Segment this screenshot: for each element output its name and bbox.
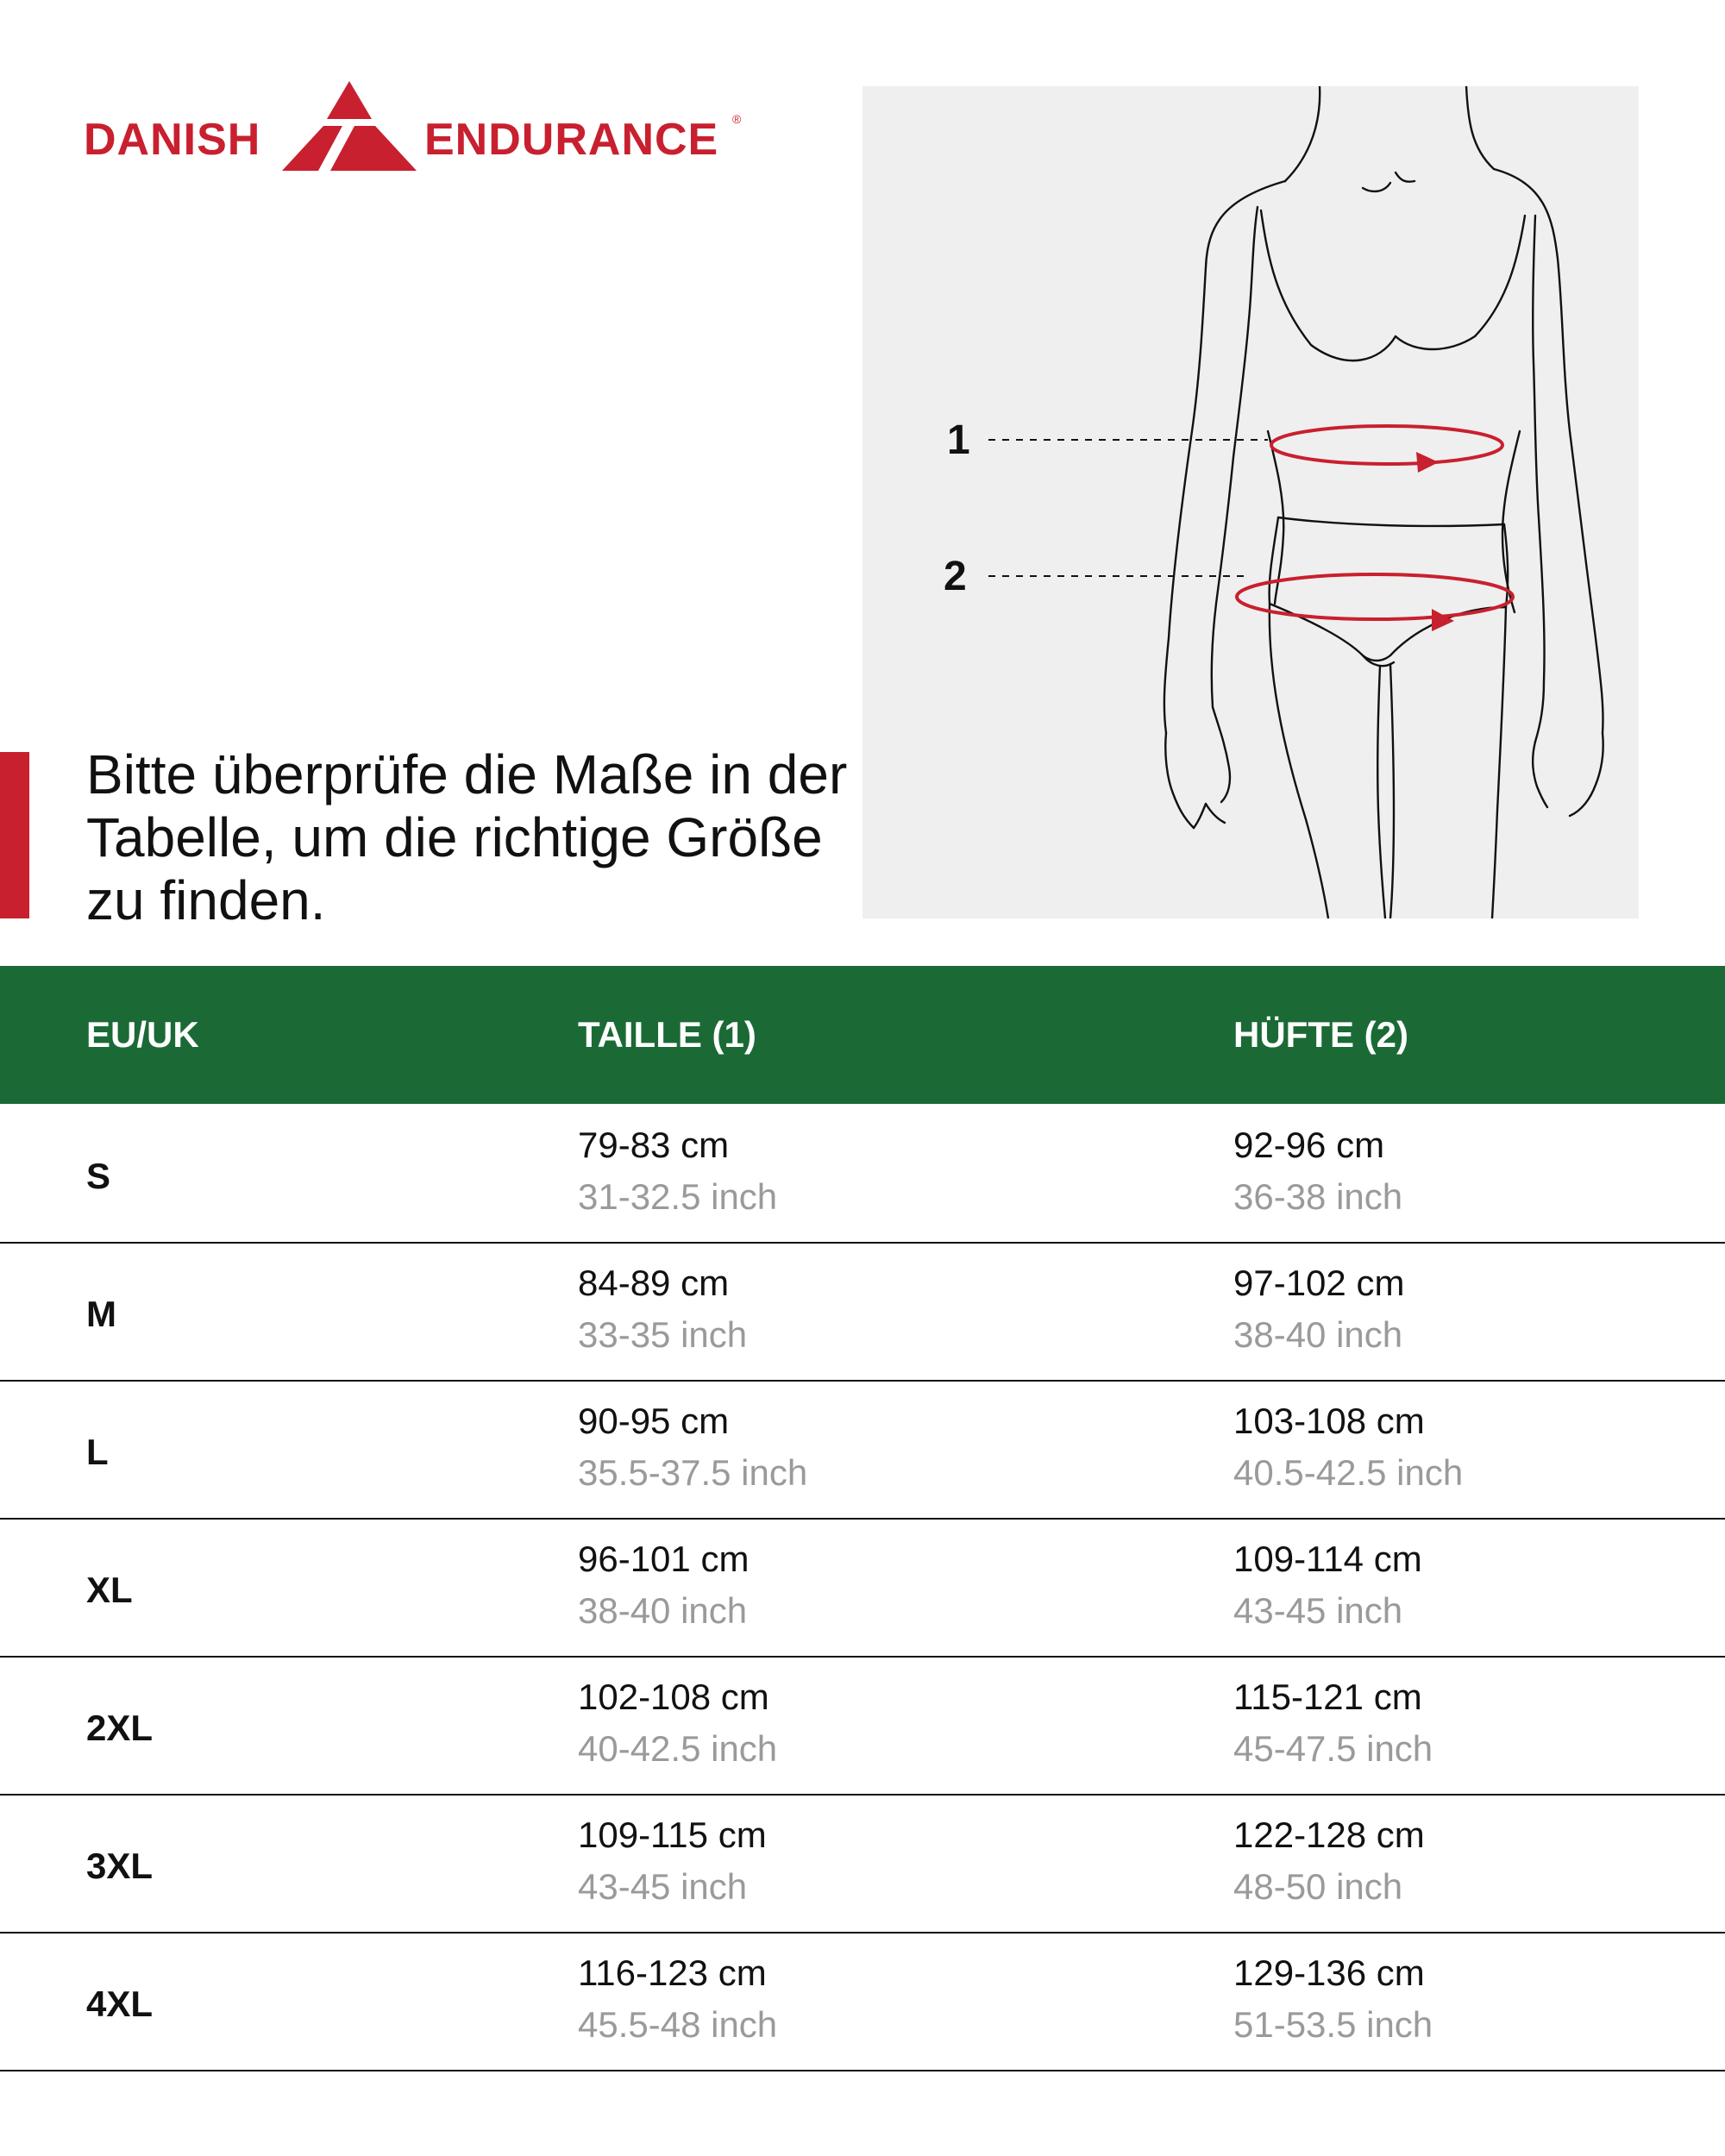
waist-cm: 102-108 cm bbox=[578, 1677, 769, 1717]
hip-cm: 103-108 cm bbox=[1233, 1401, 1425, 1441]
hip-inch: 36-38 inch bbox=[1233, 1176, 1403, 1217]
hip-cm: 115-121 cm bbox=[1233, 1677, 1422, 1717]
measure-label-2: 2 bbox=[944, 554, 967, 599]
size-label: XL bbox=[86, 1570, 133, 1610]
waist-inch: 38-40 inch bbox=[578, 1590, 748, 1631]
measure-label-1: 1 bbox=[947, 417, 970, 463]
table-row bbox=[0, 1242, 1725, 1382]
table-row bbox=[0, 1656, 1725, 1796]
waist-inch: 45.5-48 inch bbox=[578, 2004, 778, 2045]
waist-cm: 116-123 cm bbox=[578, 1952, 767, 1993]
brand-word-endurance: ENDURANCE bbox=[424, 115, 719, 165]
size-label: S bbox=[86, 1156, 111, 1196]
intro-text: Bitte überprüfe die Maße in der Tabelle, um die richtige Größe zu finden. bbox=[86, 743, 848, 931]
size-table-header bbox=[0, 966, 1725, 1104]
waist-inch: 40-42.5 inch bbox=[578, 1728, 778, 1769]
table-row bbox=[0, 1794, 1725, 1934]
body-outline-illustration bbox=[862, 86, 1639, 918]
waist-inch: 35.5-37.5 inch bbox=[578, 1452, 808, 1493]
measurement-figure bbox=[862, 86, 1639, 918]
hip-inch: 43-45 inch bbox=[1233, 1590, 1403, 1631]
brand-logo bbox=[84, 79, 756, 174]
hip-inch: 38-40 inch bbox=[1233, 1314, 1403, 1355]
hip-cm: 109-114 cm bbox=[1233, 1539, 1422, 1579]
size-label: 3XL bbox=[86, 1846, 154, 1886]
hip-inch: 51-53.5 inch bbox=[1233, 2004, 1433, 2045]
hip-cm: 97-102 cm bbox=[1233, 1263, 1405, 1303]
size-label: M bbox=[86, 1294, 116, 1334]
header-waist: TAILLE (1) bbox=[578, 1014, 756, 1055]
waist-cm: 109-115 cm bbox=[578, 1814, 767, 1855]
waist-inch: 43-45 inch bbox=[578, 1866, 748, 1907]
waist-cm: 96-101 cm bbox=[578, 1539, 750, 1579]
hip-inch: 40.5-42.5 inch bbox=[1233, 1452, 1464, 1493]
size-label: L bbox=[86, 1432, 109, 1472]
size-label: 4XL bbox=[86, 1984, 154, 2024]
hip-cm: 122-128 cm bbox=[1233, 1814, 1425, 1855]
brand-mountain-icon bbox=[280, 79, 418, 174]
accent-bar bbox=[0, 752, 29, 918]
hip-inch: 45-47.5 inch bbox=[1233, 1728, 1433, 1769]
header-hip: HÜFTE (2) bbox=[1233, 1014, 1408, 1055]
header-size: EU/UK bbox=[86, 1014, 199, 1055]
registered-mark: ® bbox=[732, 112, 742, 126]
waist-cm: 90-95 cm bbox=[578, 1401, 730, 1441]
brand-word-danish: DANISH bbox=[84, 115, 261, 165]
table-row bbox=[0, 1518, 1725, 1658]
table-row bbox=[0, 1104, 1725, 1244]
waist-inch: 31-32.5 inch bbox=[578, 1176, 778, 1217]
hip-cm: 129-136 cm bbox=[1233, 1952, 1425, 1993]
hip-inch: 48-50 inch bbox=[1233, 1866, 1403, 1907]
table-row bbox=[0, 1932, 1725, 2071]
table-row bbox=[0, 1380, 1725, 1520]
waist-inch: 33-35 inch bbox=[578, 1314, 748, 1355]
hip-cm: 92-96 cm bbox=[1233, 1125, 1385, 1165]
size-label: 2XL bbox=[86, 1708, 154, 1748]
waist-cm: 79-83 cm bbox=[578, 1125, 730, 1165]
waist-cm: 84-89 cm bbox=[578, 1263, 730, 1303]
